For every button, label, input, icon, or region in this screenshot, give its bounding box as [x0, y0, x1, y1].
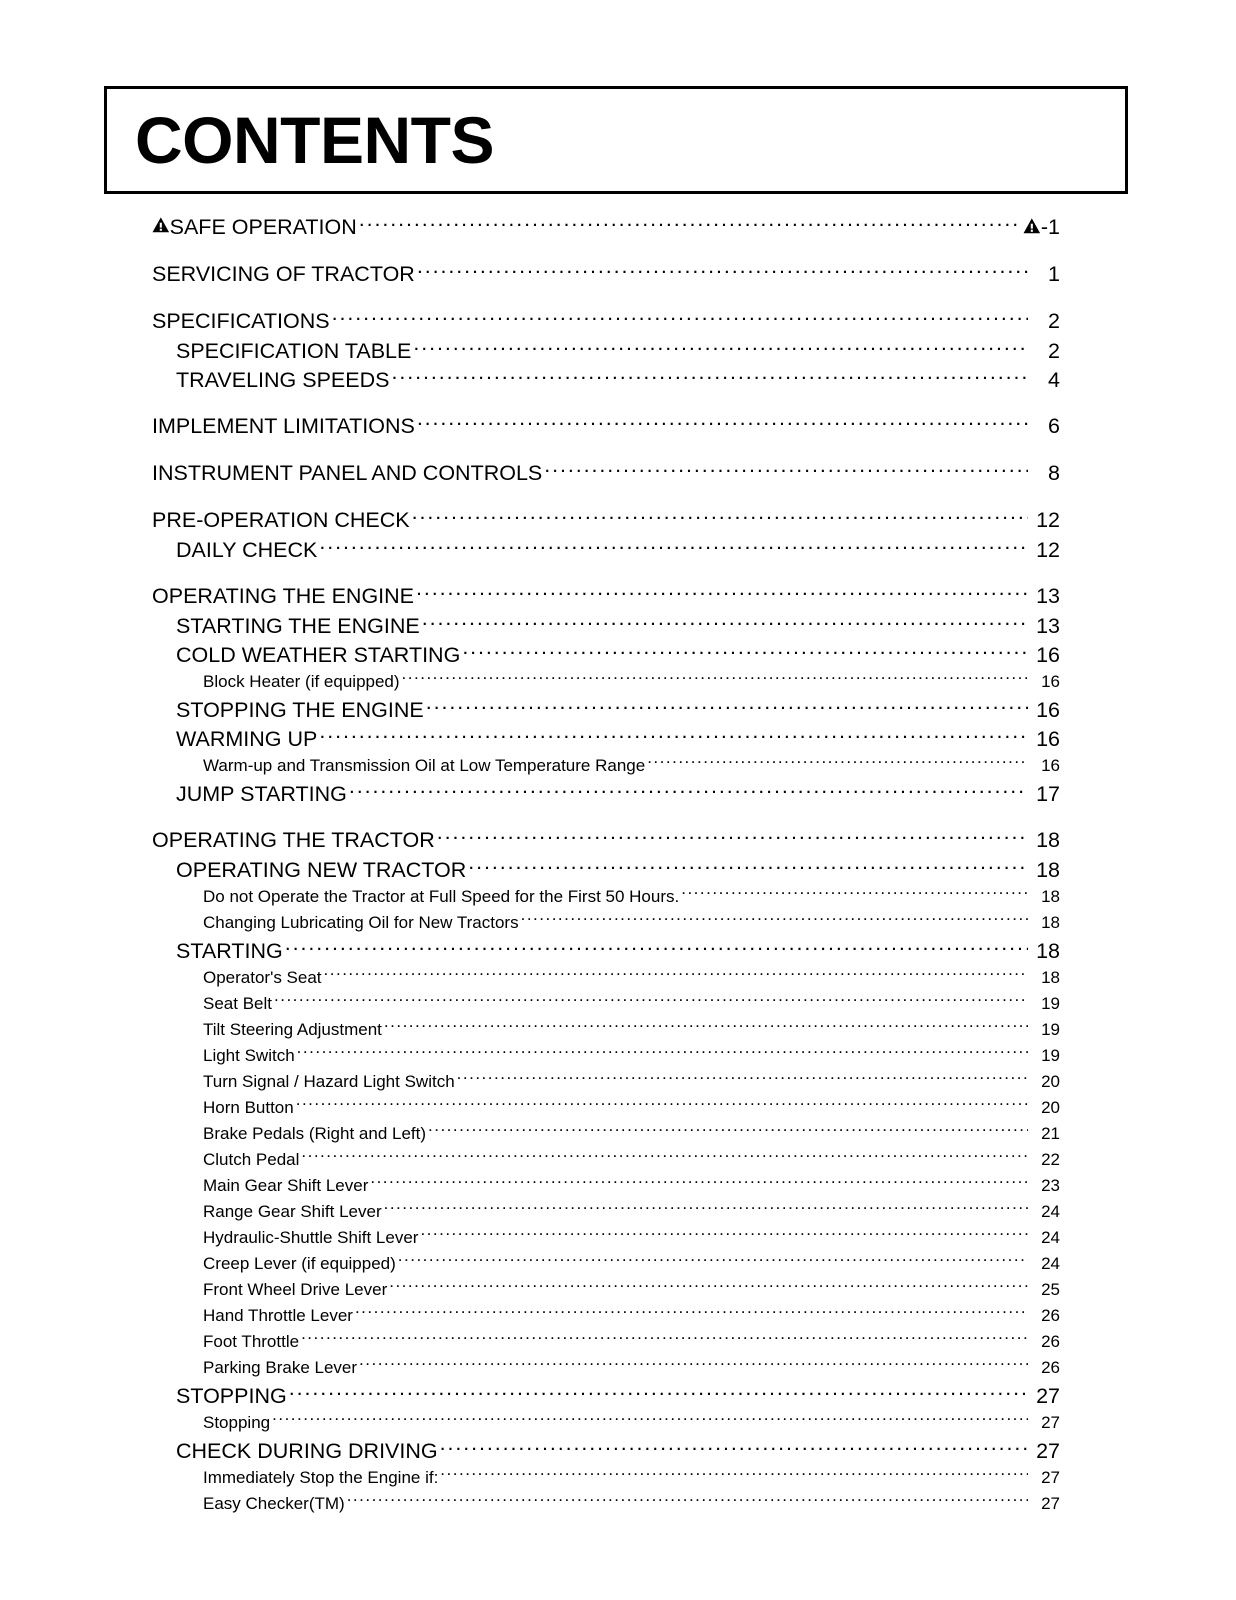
toc-leader-dots — [440, 1466, 1028, 1483]
toc-entry-label — [176, 937, 283, 966]
toc-entry-label-text: Hydraulic-Shuttle Shift Lever — [203, 1228, 419, 1247]
toc-entry-page-number — [1030, 825, 1060, 855]
toc-entry-label-text: TRAVELING SPEEDS — [176, 367, 390, 392]
toc-entry[interactable] — [0, 724, 1236, 753]
toc-entry-page-number — [1030, 1043, 1060, 1069]
toc-entry-page-number — [1030, 1437, 1060, 1466]
toc-entry-label-text: OPERATING THE TRACTOR — [152, 828, 435, 852]
toc-entry-label — [203, 1199, 382, 1225]
toc-entry-page-number-text: 26 — [1041, 1306, 1060, 1325]
toc-entry-label-text: SPECIFICATIONS — [152, 309, 330, 333]
toc-entry-page-number-text: 17 — [1036, 781, 1060, 806]
toc-entry-page-number-text: 18 — [1041, 913, 1060, 932]
toc-entry[interactable] — [0, 581, 1236, 611]
toc-entry-label — [176, 696, 424, 725]
toc-entry-page-number — [1030, 1147, 1060, 1173]
toc-entry[interactable] — [0, 1381, 1236, 1410]
toc-leader-dots — [416, 582, 1028, 604]
toc-leader-dots — [289, 1381, 1028, 1403]
toc-leader-dots — [398, 1252, 1028, 1269]
toc-entry-label — [203, 753, 645, 779]
toc-entry-label — [203, 1095, 294, 1121]
toc-entry-page-number — [1030, 780, 1060, 809]
toc-entry[interactable] — [0, 306, 1236, 336]
toc-entry-label-text: JUMP STARTING — [176, 781, 347, 806]
toc-entry[interactable] — [0, 753, 1236, 779]
toc-entry[interactable] — [0, 212, 1236, 242]
toc-entry-page-number-text: 19 — [1041, 994, 1060, 1013]
toc-entry-page-number-text: 2 — [1048, 338, 1060, 363]
toc-entry-label — [152, 306, 330, 336]
toc-entry-label-text: Operator's Seat — [203, 968, 322, 987]
toc-entry[interactable] — [0, 1329, 1236, 1355]
toc-entry-page-number — [1030, 1095, 1060, 1121]
toc-entry-label-text: Stopping — [203, 1413, 271, 1432]
toc-leader-dots — [296, 1096, 1028, 1113]
toc-entry-page-number — [1030, 725, 1060, 754]
toc-entry[interactable] — [0, 1199, 1236, 1225]
toc-entry-page-number-text: 22 — [1041, 1150, 1060, 1169]
toc-entry-label-text: INSTRUMENT PANEL AND CONTROLS — [152, 461, 543, 485]
toc-entry-page-number — [1030, 1277, 1060, 1303]
toc-entry-page-number-text: 27 — [1041, 1468, 1060, 1487]
toc-entry-label — [152, 458, 542, 488]
toc-entry-label — [176, 725, 317, 754]
toc-entry-page-number-text: 23 — [1041, 1176, 1060, 1195]
toc-entry-label-text: Light Switch — [203, 1046, 295, 1065]
toc-entry-page-number — [1030, 505, 1060, 535]
toc-entry-label-text: WARMING UP — [176, 726, 318, 751]
toc-leader-dots — [285, 936, 1028, 958]
toc-entry-page-number — [1030, 937, 1060, 966]
toc-entry-label — [176, 856, 466, 885]
toc-leader-dots — [301, 1148, 1028, 1165]
toc-leader-dots — [384, 1018, 1028, 1035]
toc-leader-dots — [417, 260, 1028, 282]
toc-leader-dots — [324, 966, 1028, 983]
toc-entry[interactable] — [0, 1277, 1236, 1303]
toc-entry-page-number-text: 27 — [1041, 1494, 1060, 1513]
toc-entry-label-text: Do not Operate the Tractor at Full Speed for the First 50 Hours. — [203, 887, 680, 906]
toc-entry-page-number-text: 16 — [1041, 756, 1060, 775]
toc-leader-dots — [422, 611, 1028, 633]
toc-leader-dots — [440, 1436, 1028, 1458]
toc-entry-page-number — [1030, 259, 1060, 289]
toc-entry-page-number — [1030, 910, 1060, 936]
toc-leader-dots — [272, 1411, 1028, 1428]
toc-entry-page-number-text: 2 — [1048, 309, 1060, 333]
toc-entry-page-number — [1030, 1382, 1060, 1411]
toc-leader-dots — [417, 412, 1028, 434]
toc-leader-dots — [462, 640, 1028, 662]
toc-entry[interactable] — [0, 336, 1236, 365]
toc-entry-label-text: OPERATING THE ENGINE — [152, 584, 415, 608]
toc-entry-page-number-text: 19 — [1041, 1020, 1060, 1039]
toc-entry-page-number — [1030, 337, 1060, 366]
toc-entry-page-number — [1030, 856, 1060, 885]
toc-entry-page-number-text: 13 — [1036, 613, 1060, 638]
toc-entry-label-text: Hand Throttle Lever — [203, 1306, 353, 1325]
toc-entry-page-number-text: 19 — [1041, 1046, 1060, 1065]
toc-entry-page-number — [1030, 366, 1060, 395]
toc-entry[interactable] — [0, 779, 1236, 808]
toc-entry-label — [203, 1043, 295, 1069]
toc-entry-page-number-text: 18 — [1036, 857, 1060, 882]
toc-entry[interactable] — [0, 505, 1236, 535]
toc-entry-page-number — [1030, 991, 1060, 1017]
toc-leader-dots — [359, 1356, 1028, 1373]
toc-entry-page-number-text: 20 — [1041, 1072, 1060, 1091]
toc-entry-label — [152, 411, 415, 441]
toc-entry-page-number-text: 4 — [1048, 367, 1060, 392]
toc-entry-label — [203, 1329, 299, 1355]
toc-entry-page-number — [1030, 411, 1060, 441]
toc-entry-label-text: Clutch Pedal — [203, 1150, 300, 1169]
toc-entry-label — [203, 1225, 418, 1251]
toc-leader-dots — [544, 459, 1028, 481]
toc-entry-page-number — [1030, 581, 1060, 611]
toc-entry[interactable] — [0, 1303, 1236, 1329]
toc-entry[interactable] — [0, 365, 1236, 394]
toc-entry-label — [176, 612, 420, 641]
toc-entry[interactable] — [0, 1121, 1236, 1147]
toc-entry-label-text: Foot Throttle — [203, 1332, 300, 1351]
toc-leader-dots — [349, 779, 1028, 801]
toc-entry[interactable] — [0, 855, 1236, 884]
toc-entry-label — [176, 337, 411, 366]
toc-entry-page-number — [1030, 1017, 1060, 1043]
toc-entry-label — [203, 1303, 353, 1329]
toc-entry-page-number — [1019, 212, 1060, 242]
toc-entry-label — [203, 1355, 357, 1381]
toc-entry-page-number-text: 16 — [1036, 726, 1060, 751]
toc-entry-label-text: STARTING THE ENGINE — [176, 613, 420, 638]
toc-entry-label-text: SERVICING OF TRACTOR — [152, 262, 415, 286]
toc-leader-dots — [389, 1278, 1028, 1295]
toc-entry-page-number-text: 26 — [1041, 1358, 1060, 1377]
toc-entry-label-text: CHECK DURING DRIVING — [176, 1438, 438, 1463]
toc-leader-dots — [402, 670, 1028, 687]
toc-leader-dots — [521, 911, 1028, 928]
toc-entry-label — [176, 780, 347, 809]
toc-entry[interactable] — [0, 965, 1236, 991]
table-of-contents — [0, 212, 1236, 1517]
contents-title-box — [104, 86, 1128, 194]
toc-leader-dots — [370, 1174, 1028, 1191]
toc-entry-page-number-text: 18 — [1041, 887, 1060, 906]
toc-entry[interactable] — [0, 1095, 1236, 1121]
toc-entry-label-text: Turn Signal / Hazard Light Switch — [203, 1072, 455, 1091]
toc-entry-label-text: COLD WEATHER STARTING — [176, 642, 461, 667]
toc-entry-page-number — [1030, 1199, 1060, 1225]
toc-entry-label-text: Main Gear Shift Lever — [203, 1176, 369, 1195]
toc-entry-label — [203, 910, 519, 936]
toc-entry-page-number — [1030, 1251, 1060, 1277]
toc-entry-page-number — [1030, 696, 1060, 725]
toc-entry-label-text: OPERATING NEW TRACTOR — [176, 857, 467, 882]
toc-entry-label-text: Creep Lever (if equipped) — [203, 1254, 396, 1273]
toc-entry[interactable] — [0, 1251, 1236, 1277]
toc-entry-page-number — [1030, 1303, 1060, 1329]
toc-entry-label — [176, 1437, 438, 1466]
toc-entry-page-number-text: -1 — [1040, 215, 1060, 239]
toc-entry[interactable] — [0, 411, 1236, 441]
toc-entry-label — [203, 965, 322, 991]
toc-entry[interactable] — [0, 1436, 1236, 1465]
toc-entry-page-number-text: 12 — [1036, 508, 1060, 532]
toc-entry-label-text: Changing Lubricating Oil for New Tractors — [203, 913, 519, 932]
toc-entry-page-number-text: 20 — [1041, 1098, 1060, 1117]
toc-leader-dots — [391, 365, 1028, 387]
toc-leader-dots — [647, 754, 1028, 771]
toc-leader-dots — [384, 1200, 1028, 1217]
toc-entry-label-text: STARTING — [176, 938, 283, 963]
toc-entry-label — [203, 1121, 426, 1147]
toc-entry-page-number-text: 16 — [1041, 672, 1060, 691]
toc-entry[interactable] — [0, 1069, 1236, 1095]
toc-entry-label-text: Immediately Stop the Engine if: — [203, 1468, 439, 1487]
toc-leader-dots — [420, 1226, 1028, 1243]
toc-entry-label-text: STOPPING THE ENGINE — [176, 697, 424, 722]
toc-entry-page-number-text: 27 — [1036, 1438, 1060, 1463]
toc-entry-page-number-text: 24 — [1041, 1202, 1060, 1221]
toc-entry-page-number — [1030, 306, 1060, 336]
toc-entry[interactable] — [0, 884, 1236, 910]
toc-entry-label — [176, 1382, 287, 1411]
toc-entry-label — [203, 1173, 368, 1199]
toc-entry-label — [152, 259, 415, 289]
toc-entry-page-number-text: 27 — [1036, 1383, 1060, 1408]
toc-entry-label-text: Horn Button — [203, 1098, 294, 1117]
toc-entry-label-text: Parking Brake Lever — [203, 1358, 358, 1377]
toc-entry-page-number-text: 18 — [1041, 968, 1060, 987]
toc-entry-page-number — [1030, 612, 1060, 641]
toc-entry-label — [203, 884, 679, 910]
toc-entry-label — [176, 366, 389, 395]
toc-leader-dots — [457, 1070, 1028, 1087]
toc-entry[interactable] — [0, 936, 1236, 965]
toc-entry[interactable] — [0, 825, 1236, 855]
toc-entry-page-number — [1030, 669, 1060, 695]
toc-entry-label — [203, 1251, 396, 1277]
toc-entry-page-number — [1030, 1355, 1060, 1381]
toc-entry-label-text: Easy Checker(TM) — [203, 1494, 345, 1513]
toc-entry-page-number-text: 18 — [1036, 938, 1060, 963]
toc-entry-page-number-text: 12 — [1036, 537, 1060, 562]
toc-entry-label — [152, 505, 410, 535]
toc-entry-label-text: Front Wheel Drive Lever — [203, 1280, 388, 1299]
toc-entry-page-number — [1030, 536, 1060, 565]
toc-entry-page-number-text: 26 — [1041, 1332, 1060, 1351]
toc-entry-label-text: Block Heater (if equipped) — [203, 672, 400, 691]
toc-entry-page-number-text: 16 — [1036, 642, 1060, 667]
toc-entry[interactable] — [0, 669, 1236, 695]
toc-entry-label-text: Tilt Steering Adjustment — [203, 1020, 382, 1039]
toc-entry-label — [203, 1410, 270, 1436]
toc-entry-page-number-text: 21 — [1041, 1124, 1060, 1143]
toc-entry-label — [152, 825, 435, 855]
toc-entry-page-number-text: 6 — [1048, 414, 1060, 438]
toc-leader-dots — [413, 336, 1028, 358]
toc-entry-page-number — [1030, 1121, 1060, 1147]
toc-entry-label-text: Brake Pedals (Right and Left) — [203, 1124, 427, 1143]
toc-entry-label — [203, 1069, 455, 1095]
toc-entry-page-number — [1030, 1069, 1060, 1095]
toc-entry-page-number — [1030, 1491, 1060, 1517]
toc-entry-page-number — [1030, 1173, 1060, 1199]
toc-entry-label — [203, 669, 400, 695]
toc-entry[interactable] — [0, 1147, 1236, 1173]
warning-triangle-icon — [1023, 217, 1041, 235]
toc-entry-label-text: Seat Belt — [203, 994, 272, 1013]
toc-entry[interactable] — [0, 1465, 1236, 1491]
toc-entry-page-number — [1030, 965, 1060, 991]
toc-leader-dots — [297, 1044, 1028, 1061]
toc-entry-page-number — [1030, 1410, 1060, 1436]
page-title: CONTENTS — [135, 103, 494, 177]
toc-entry-label — [203, 1147, 299, 1173]
toc-entry[interactable] — [0, 1355, 1236, 1381]
toc-entry-page-number — [1030, 753, 1060, 779]
toc-entry[interactable] — [0, 640, 1236, 669]
toc-entry-page-number-text: 24 — [1041, 1228, 1060, 1247]
toc-entry-label — [176, 536, 317, 565]
toc-entry-label-text: STOPPING — [176, 1383, 287, 1408]
toc-entry[interactable] — [0, 1173, 1236, 1199]
toc-entry-page-number-text: 27 — [1041, 1413, 1060, 1432]
toc-leader-dots — [359, 213, 1017, 235]
toc-leader-dots — [412, 506, 1028, 528]
toc-entry[interactable] — [0, 611, 1236, 640]
toc-entry[interactable] — [0, 259, 1236, 289]
toc-entry-label — [176, 641, 460, 670]
toc-entry-page-number-text: 13 — [1036, 584, 1060, 608]
toc-entry[interactable] — [0, 458, 1236, 488]
toc-leader-dots — [319, 535, 1028, 557]
toc-entry-label-text: DAILY CHECK — [176, 537, 318, 562]
toc-leader-dots — [347, 1492, 1028, 1509]
toc-entry-label — [203, 1491, 345, 1517]
toc-entry-page-number — [1030, 458, 1060, 488]
toc-entry-page-number — [1030, 884, 1060, 910]
toc-leader-dots — [319, 724, 1028, 746]
toc-leader-dots — [426, 695, 1028, 717]
toc-entry-label-text: PRE-OPERATION CHECK — [152, 508, 410, 532]
toc-entry-page-number-text: 25 — [1041, 1280, 1060, 1299]
toc-entry-page-number — [1030, 641, 1060, 670]
toc-entry-label-text: SPECIFICATION TABLE — [176, 338, 412, 363]
toc-entry-label — [152, 212, 357, 242]
toc-leader-dots — [332, 307, 1028, 329]
toc-entry-label — [203, 991, 272, 1017]
warning-triangle-icon — [152, 216, 170, 234]
toc-entry-label — [203, 1465, 438, 1491]
toc-entry-page-number-text: 8 — [1048, 461, 1060, 485]
toc-entry-label — [152, 581, 414, 611]
toc-entry-label — [203, 1017, 382, 1043]
toc-entry-page-number-text: 18 — [1036, 828, 1060, 852]
toc-entry-page-number-text: 1 — [1048, 262, 1060, 286]
toc-entry-page-number — [1030, 1465, 1060, 1491]
toc-entry-page-number — [1030, 1225, 1060, 1251]
toc-entry[interactable] — [0, 1491, 1236, 1517]
toc-entry-label-text: Warm-up and Transmission Oil at Low Temperature Range — [203, 756, 646, 775]
toc-entry-label-text: Range Gear Shift Lever — [203, 1202, 382, 1221]
toc-leader-dots — [428, 1122, 1028, 1139]
toc-leader-dots — [274, 992, 1028, 1009]
toc-leader-dots — [468, 855, 1028, 877]
toc-entry-page-number-text: 24 — [1041, 1254, 1060, 1273]
toc-entry-page-number — [1030, 1329, 1060, 1355]
toc-entry-label — [203, 1277, 387, 1303]
toc-entry[interactable] — [0, 1410, 1236, 1436]
toc-entry[interactable] — [0, 991, 1236, 1017]
toc-leader-dots — [437, 826, 1028, 848]
toc-entry[interactable] — [0, 535, 1236, 564]
toc-entry[interactable] — [0, 910, 1236, 936]
toc-entry-page-number-text: 16 — [1036, 697, 1060, 722]
toc-leader-dots — [301, 1330, 1028, 1347]
toc-leader-dots — [355, 1304, 1028, 1321]
toc-entry[interactable] — [0, 1017, 1236, 1043]
toc-leader-dots — [681, 885, 1028, 902]
toc-entry[interactable] — [0, 1043, 1236, 1069]
toc-entry[interactable] — [0, 1225, 1236, 1251]
toc-entry-label-text: IMPLEMENT LIMITATIONS — [152, 414, 415, 438]
toc-entry-label-text: SAFE OPERATION — [169, 215, 357, 239]
toc-entry[interactable] — [0, 695, 1236, 724]
